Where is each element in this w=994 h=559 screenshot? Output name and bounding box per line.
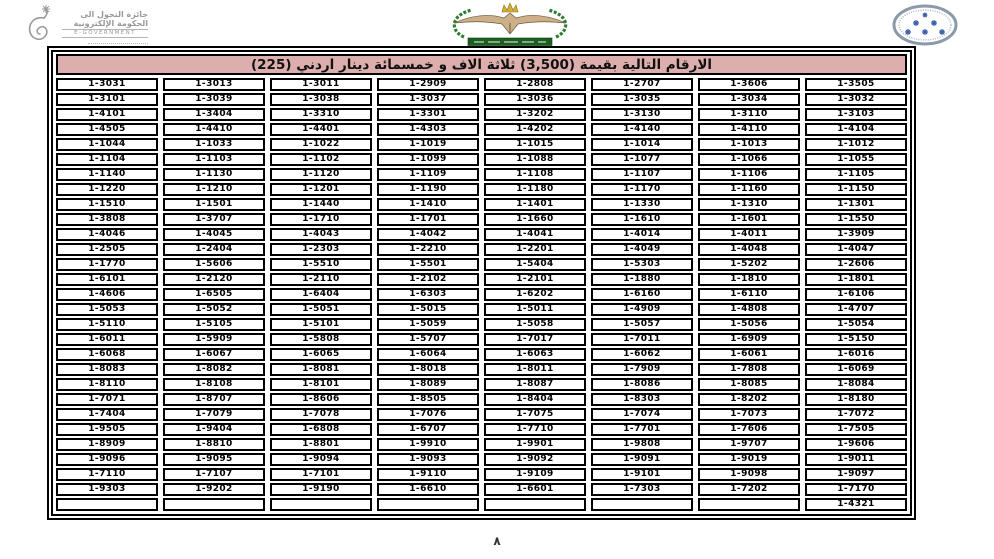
number-cell: 1-1160	[698, 183, 800, 196]
number-cell: 1-1103	[163, 153, 265, 166]
number-cell: 1-4104	[805, 123, 907, 136]
number-cell: 1-3031	[56, 78, 158, 91]
number-cell: 1-5808	[270, 333, 372, 346]
number-cell: 1-7017	[484, 333, 586, 346]
number-cell: 1-2909	[377, 78, 479, 91]
number-cell: 1-9404	[163, 423, 265, 436]
number-cell: 1-7808	[698, 363, 800, 376]
number-cell: 1-3707	[163, 213, 265, 226]
number-cell: 1-5101	[270, 318, 372, 331]
number-cell: 1-1120	[270, 168, 372, 181]
number-cell: 1-8082	[163, 363, 265, 376]
number-cell: 1-4045	[163, 228, 265, 241]
number-cell: 1-8086	[591, 378, 693, 391]
number-cell: 1-1201	[270, 183, 372, 196]
number-cell: 1-9110	[377, 468, 479, 481]
number-cell: 1-9606	[805, 438, 907, 451]
number-cell: 1-5105	[163, 318, 265, 331]
number-cell: 1-1107	[591, 168, 693, 181]
circular-seal-icon	[888, 2, 962, 52]
number-cell: 1-4401	[270, 123, 372, 136]
number-cell: 1-1105	[805, 168, 907, 181]
number-cell: 1-9096	[56, 453, 158, 466]
number-cell: 1-8801	[270, 438, 372, 451]
number-cell: 1-4505	[56, 123, 158, 136]
egov-award-swirl-icon	[24, 4, 58, 50]
number-cell: 1-5058	[484, 318, 586, 331]
number-cell: 1-3606	[698, 78, 800, 91]
number-cell: 1-3202	[484, 108, 586, 121]
number-cell: 1-1401	[484, 198, 586, 211]
number-cell: 1-7505	[805, 423, 907, 436]
number-cell: 1-8087	[484, 378, 586, 391]
number-cell: 1-8089	[377, 378, 479, 391]
number-cell: 1-4046	[56, 228, 158, 241]
number-cell: 1-6067	[163, 348, 265, 361]
number-cell: 1-1022	[270, 138, 372, 151]
number-cell: 1-5202	[698, 258, 800, 271]
egov-award-logo	[24, 4, 150, 50]
number-cell: 1-1150	[805, 183, 907, 196]
number-cell: 1-4202	[484, 123, 586, 136]
number-cell: 1-8404	[484, 393, 586, 406]
number-cell: 1-3130	[591, 108, 693, 121]
number-cell: 1-1660	[484, 213, 586, 226]
number-cell: 1-5051	[270, 303, 372, 316]
number-cell: 1-4321	[805, 498, 907, 511]
number-cell: 1-8011	[484, 363, 586, 376]
number-cell: 1-1055	[805, 153, 907, 166]
number-cell: 1-5909	[163, 333, 265, 346]
number-cell: 1-8707	[163, 393, 265, 406]
number-cell: 1-1019	[377, 138, 479, 151]
number-cell: 1-9095	[163, 453, 265, 466]
number-cell: 1-4909	[591, 303, 693, 316]
number-cell: 1-3909	[805, 228, 907, 241]
number-cell: 1-6160	[591, 288, 693, 301]
number-cell: 1-6016	[805, 348, 907, 361]
number-cell: 1-1610	[591, 213, 693, 226]
number-cell: 1-4606	[56, 288, 158, 301]
number-cell: 1-5056	[698, 318, 800, 331]
number-cell: 1-6601	[484, 483, 586, 496]
number-cell: 1-7076	[377, 408, 479, 421]
number-cell: 1-7404	[56, 408, 158, 421]
armed-forces-emblem-icon	[442, 1, 578, 47]
number-cell: 1-1013	[698, 138, 800, 151]
number-cell: 1-9098	[698, 468, 800, 481]
number-cell: 1-2102	[377, 273, 479, 286]
number-cell: 1-6808	[270, 423, 372, 436]
number-cell: 1-3013	[163, 78, 265, 91]
number-cell: 1-3036	[484, 93, 586, 106]
number-cell: 1-7110	[56, 468, 158, 481]
number-cell: 1-1510	[56, 198, 158, 211]
number-cell: 1-4303	[377, 123, 479, 136]
number-cell: 1-1104	[56, 153, 158, 166]
egov-award-line3: E-GOVERNMENT	[62, 29, 148, 38]
number-cell: 1-4410	[163, 123, 265, 136]
number-cell: 1-4707	[805, 303, 907, 316]
number-cell: 1-7710	[484, 423, 586, 436]
number-cell: 1-7303	[591, 483, 693, 496]
number-cell: 1-3103	[805, 108, 907, 121]
number-cell: 1-6068	[56, 348, 158, 361]
number-cell: 1-3037	[377, 93, 479, 106]
number-cell: 1-1106	[698, 168, 800, 181]
number-cell: 1-2505	[56, 243, 158, 256]
number-cell: 1-4043	[270, 228, 372, 241]
number-cell: 1-2606	[805, 258, 907, 271]
number-cell: 1-6101	[56, 273, 158, 286]
number-cell: 1-8909	[56, 438, 158, 451]
number-cell: 1-6062	[591, 348, 693, 361]
number-cell: 1-3039	[163, 93, 265, 106]
number-cell: 1-4042	[377, 228, 479, 241]
number-cell: 1-4049	[591, 243, 693, 256]
number-cell: 1-6202	[484, 288, 586, 301]
number-cell: 1-5110	[56, 318, 158, 331]
number-cell: 1-1099	[377, 153, 479, 166]
number-cell: 1-1108	[484, 168, 586, 181]
number-cell: 1-6505	[163, 288, 265, 301]
number-cell: 1-2201	[484, 243, 586, 256]
number-cell: 1-1044	[56, 138, 158, 151]
number-cell: 1-3110	[698, 108, 800, 121]
number-cell: 1-8018	[377, 363, 479, 376]
number-cell: 1-6610	[377, 483, 479, 496]
egov-award-line2: الحكومة الإلكترونية	[73, 19, 148, 28]
number-cell: 1-5015	[377, 303, 479, 316]
number-cell: 1-7072	[805, 408, 907, 421]
number-cell: 1-7075	[484, 408, 586, 421]
number-cell: 1-1801	[805, 273, 907, 286]
number-cell: 1-1880	[591, 273, 693, 286]
number-cell: 1-5059	[377, 318, 479, 331]
number-cell: 1-4101	[56, 108, 158, 121]
number-cell: 1-7909	[591, 363, 693, 376]
number-cell: 1-1220	[56, 183, 158, 196]
number-cell: 1-7073	[698, 408, 800, 421]
number-cell: 1-5510	[270, 258, 372, 271]
number-cell: 1-4808	[698, 303, 800, 316]
number-cell: 1-7079	[163, 408, 265, 421]
number-cell: 1-1440	[270, 198, 372, 211]
number-cell: 1-5404	[484, 258, 586, 271]
number-cell: 1-9808	[591, 438, 693, 451]
number-cell: 1-8083	[56, 363, 158, 376]
number-cell	[56, 498, 158, 511]
numbers-grid	[56, 78, 907, 511]
number-cell: 1-7606	[698, 423, 800, 436]
number-cell: 1-4014	[591, 228, 693, 241]
number-cell: 1-9097	[805, 468, 907, 481]
page-number: ٨	[493, 534, 501, 548]
number-cell: 1-5053	[56, 303, 158, 316]
number-cell: 1-8810	[163, 438, 265, 451]
number-cell: 1-2707	[591, 78, 693, 91]
number-cell: 1-6303	[377, 288, 479, 301]
number-cell: 1-5606	[163, 258, 265, 271]
number-cell: 1-4041	[484, 228, 586, 241]
number-cell: 1-1014	[591, 138, 693, 151]
number-cell: 1-6063	[484, 348, 586, 361]
number-cell: 1-7074	[591, 408, 693, 421]
number-cell: 1-4048	[698, 243, 800, 256]
number-cell: 1-3101	[56, 93, 158, 106]
number-cell: 1-9202	[163, 483, 265, 496]
number-cell: 1-9011	[805, 453, 907, 466]
armed-forces-emblem	[442, 1, 578, 51]
number-cell: 1-9901	[484, 438, 586, 451]
number-cell: 1-6065	[270, 348, 372, 361]
number-cell: 1-8101	[270, 378, 372, 391]
number-cell	[270, 498, 372, 511]
number-cell: 1-1501	[163, 198, 265, 211]
number-cell: 1-2210	[377, 243, 479, 256]
number-cell: 1-7078	[270, 408, 372, 421]
number-cell: 1-3301	[377, 108, 479, 121]
number-cell: 1-1180	[484, 183, 586, 196]
number-cell: 1-9910	[377, 438, 479, 451]
number-cell: 1-1170	[591, 183, 693, 196]
number-cell: 1-7101	[270, 468, 372, 481]
number-cell: 1-6909	[698, 333, 800, 346]
number-cell: 1-9093	[377, 453, 479, 466]
number-cell: 1-1140	[56, 168, 158, 181]
number-cell: 1-8180	[805, 393, 907, 406]
number-cell: 1-3034	[698, 93, 800, 106]
number-cell	[163, 498, 265, 511]
number-cell: 1-2120	[163, 273, 265, 286]
number-cell: 1-1102	[270, 153, 372, 166]
number-cell: 1-3032	[805, 93, 907, 106]
number-cell: 1-2404	[163, 243, 265, 256]
number-cell: 1-8108	[163, 378, 265, 391]
number-cell: 1-1810	[698, 273, 800, 286]
number-cell: 1-1710	[270, 213, 372, 226]
number-cell: 1-8505	[377, 393, 479, 406]
number-cell: 1-1190	[377, 183, 479, 196]
number-cell: 1-9019	[698, 453, 800, 466]
number-cell: 1-1310	[698, 198, 800, 211]
number-cell: 1-6707	[377, 423, 479, 436]
number-cell: 1-1330	[591, 198, 693, 211]
number-cell: 1-2808	[484, 78, 586, 91]
number-cell: 1-1012	[805, 138, 907, 151]
number-cell: 1-7701	[591, 423, 693, 436]
number-cell: 1-4110	[698, 123, 800, 136]
number-cell: 1-1601	[698, 213, 800, 226]
number-cell	[377, 498, 479, 511]
number-cell: 1-1109	[377, 168, 479, 181]
number-cell: 1-7011	[591, 333, 693, 346]
number-cell: 1-6106	[805, 288, 907, 301]
table-title: الارقام التالية بقيمة (3,500) ثلاثة الاف و خمسمائة دينار اردني (225)	[56, 54, 907, 75]
number-cell: 1-1033	[163, 138, 265, 151]
number-cell: 1-2110	[270, 273, 372, 286]
number-cell: 1-9707	[698, 438, 800, 451]
number-cell: 1-1130	[163, 168, 265, 181]
number-cell: 1-7170	[805, 483, 907, 496]
number-cell: 1-8303	[591, 393, 693, 406]
number-cell: 1-9303	[56, 483, 158, 496]
number-cell: 1-7107	[163, 468, 265, 481]
number-cell: 1-5052	[163, 303, 265, 316]
number-cell: 1-5054	[805, 318, 907, 331]
number-cell: 1-9092	[484, 453, 586, 466]
number-cell: 1-8606	[270, 393, 372, 406]
number-cell: 1-6404	[270, 288, 372, 301]
number-cell: 1-5707	[377, 333, 479, 346]
number-cell	[484, 498, 586, 511]
number-cell: 1-3011	[270, 78, 372, 91]
number-cell	[591, 498, 693, 511]
number-cell: 1-1410	[377, 198, 479, 211]
number-cell: 1-9190	[270, 483, 372, 496]
number-cell: 1-9505	[56, 423, 158, 436]
egov-award-fineprint	[88, 39, 148, 44]
number-cell: 1-9101	[591, 468, 693, 481]
number-cell: 1-8110	[56, 378, 158, 391]
egov-award-line1: جائزة التحول الى	[80, 10, 148, 19]
number-cell: 1-8202	[698, 393, 800, 406]
number-cell: 1-9091	[591, 453, 693, 466]
numbers-table	[47, 46, 916, 520]
number-cell: 1-4047	[805, 243, 907, 256]
number-cell: 1-5011	[484, 303, 586, 316]
number-cell: 1-1066	[698, 153, 800, 166]
number-cell: 1-7202	[698, 483, 800, 496]
number-cell: 1-1210	[163, 183, 265, 196]
number-cell: 1-5303	[591, 258, 693, 271]
number-cell: 1-8085	[698, 378, 800, 391]
number-cell: 1-1301	[805, 198, 907, 211]
number-cell: 1-5501	[377, 258, 479, 271]
number-cell: 1-2101	[484, 273, 586, 286]
number-cell: 1-9094	[270, 453, 372, 466]
number-cell: 1-1701	[377, 213, 479, 226]
number-cell: 1-6110	[698, 288, 800, 301]
number-cell: 1-6061	[698, 348, 800, 361]
number-cell: 1-3505	[805, 78, 907, 91]
number-cell: 1-6064	[377, 348, 479, 361]
number-cell: 1-1088	[484, 153, 586, 166]
number-cell: 1-3808	[56, 213, 158, 226]
number-cell: 1-8084	[805, 378, 907, 391]
number-cell: 1-3035	[591, 93, 693, 106]
number-cell: 1-1015	[484, 138, 586, 151]
number-cell: 1-9109	[484, 468, 586, 481]
number-cell: 1-6069	[805, 363, 907, 376]
number-cell: 1-4011	[698, 228, 800, 241]
number-cell: 1-2303	[270, 243, 372, 256]
number-cell: 1-5057	[591, 318, 693, 331]
egov-award-text	[62, 4, 148, 50]
number-cell: 1-1077	[591, 153, 693, 166]
number-cell: 1-3404	[163, 108, 265, 121]
number-cell: 1-3038	[270, 93, 372, 106]
number-cell: 1-4140	[591, 123, 693, 136]
number-cell: 1-3310	[270, 108, 372, 121]
number-cell: 1-7071	[56, 393, 158, 406]
number-cell: 1-5150	[805, 333, 907, 346]
number-cell: 1-1770	[56, 258, 158, 271]
number-cell: 1-6011	[56, 333, 158, 346]
number-cell: 1-1550	[805, 213, 907, 226]
number-cell	[698, 498, 800, 511]
number-cell: 1-8081	[270, 363, 372, 376]
